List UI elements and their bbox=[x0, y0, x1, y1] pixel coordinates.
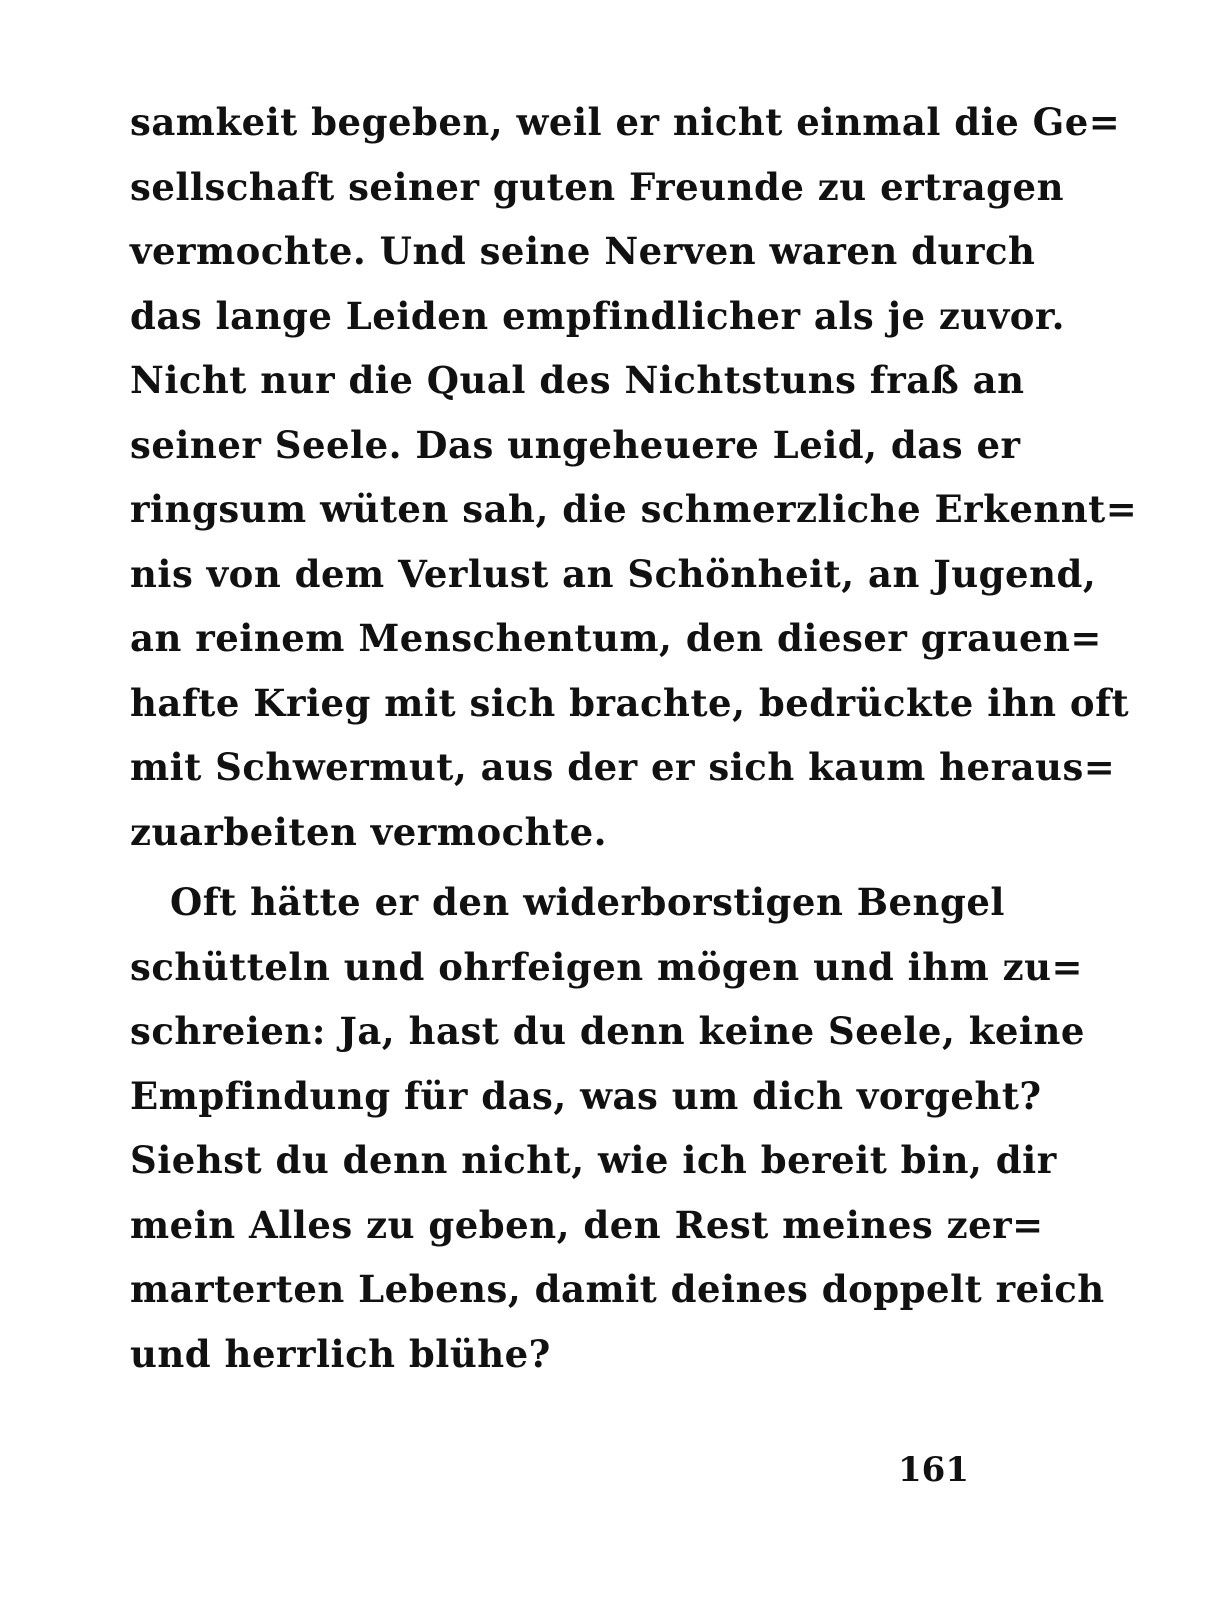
text-line: Nicht nur die Qual des Nichtstuns fraß an bbox=[130, 358, 1025, 402]
text-line: das lange Leiden empfindlicher als je zuvor. bbox=[130, 293, 1065, 338]
text-line: vermochte. Und seine Nerven waren durch bbox=[130, 229, 1036, 273]
text-line: schreien: Ja, hast du denn keine Seele, keine bbox=[130, 1009, 1085, 1053]
text-line: schütteln und ohrfeigen mögen und ihm zu= bbox=[130, 944, 1084, 989]
text-line: mein Alles zu geben, den Rest meines zer= bbox=[130, 1202, 1044, 1247]
text-line: ringsum wüten sah, die schmerzliche Erkennt= bbox=[130, 487, 1138, 531]
paragraph-1 bbox=[130, 90, 1138, 864]
page-number: 161 bbox=[898, 1450, 969, 1490]
text-line: mit Schwermut, aus der er sich kaum heraus= bbox=[130, 745, 1116, 789]
paragraph-2 bbox=[130, 870, 1105, 1386]
text-line: seiner Seele. Das ungeheuere Leid, das er bbox=[130, 422, 1021, 467]
text-line: samkeit begeben, weil er nicht einmal die Ge= bbox=[130, 100, 1121, 144]
text-line: an reinem Menschentum, den dieser grauen= bbox=[130, 616, 1102, 660]
text-line: sellschaft seiner guten Freunde zu ertragen bbox=[130, 164, 1064, 209]
text-line: zuarbeiten vermochte. bbox=[130, 809, 608, 854]
body-text bbox=[130, 90, 1138, 1386]
text-line: und herrlich blühe? bbox=[130, 1331, 551, 1376]
text-line: Siehst du denn nicht, wie ich bereit bin, dir bbox=[130, 1138, 1057, 1182]
text-line: Empfindung für das, was um dich vorgeht? bbox=[130, 1073, 1042, 1118]
text-line: nis von dem Verlust an Schönheit, an Jugend, bbox=[130, 551, 1097, 596]
text-line: marterten Lebens, damit deines doppelt reich bbox=[130, 1267, 1105, 1311]
text-line: hafte Krieg mit sich brachte, bedrückte ihn oft bbox=[130, 680, 1130, 725]
text-line: Oft hätte er den widerborstigen Bengel bbox=[170, 880, 1005, 924]
